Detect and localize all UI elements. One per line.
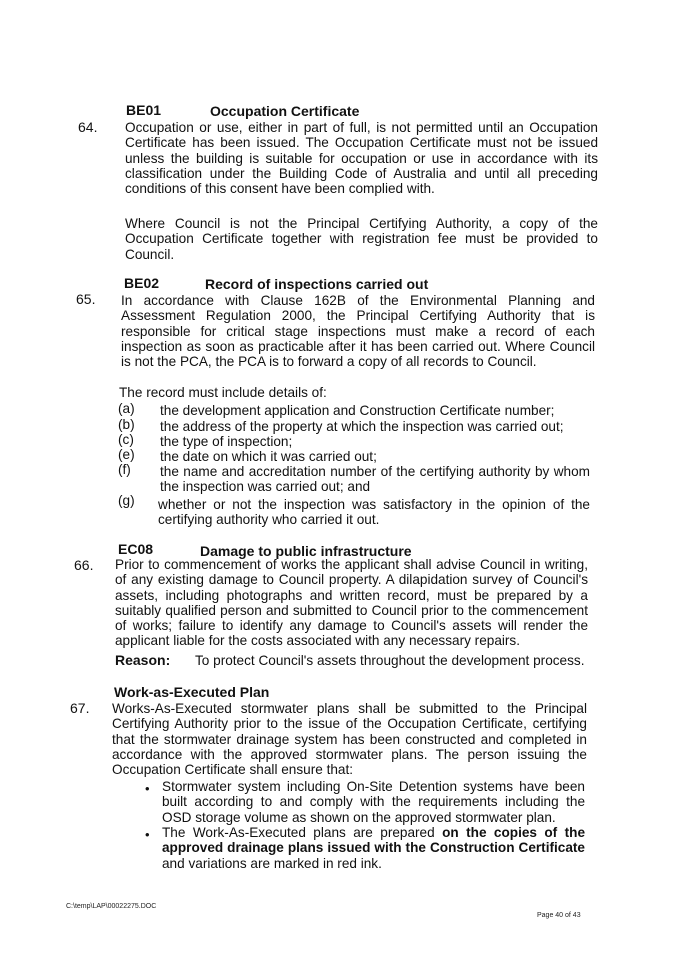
item-b-label: (b) <box>118 417 135 432</box>
item-g-label: (g) <box>118 493 135 508</box>
bullet-2-bold: on the copies of the approved drainage plans issued with the Construction Certificate <box>162 825 586 856</box>
bullet-1-text: Stormwater system including On-Site Detention systems have been built according to and comply with the requirements including the OSD storage volume as shown on the approved stormwater plan. <box>162 779 585 825</box>
item-a-text: the development application and Construction Certificate number; <box>160 403 555 418</box>
section-65-paragraph-2: The record must include details of: <box>119 385 327 400</box>
section-66-title: Damage to public infrastructure <box>200 543 412 559</box>
section-67-number: 67. <box>70 700 90 716</box>
item-f-text: the name and accreditation number of the certifying authority by whom the inspection was carried out; and <box>160 464 590 495</box>
section-66-number: 66. <box>74 557 94 573</box>
item-e-label: (e) <box>118 447 135 462</box>
item-c-label: (c) <box>118 432 134 447</box>
section-65-title: Record of inspections carried out <box>205 276 429 292</box>
section-64-title: Occupation Certificate <box>210 103 360 119</box>
footer-page-number: Page 40 of 43 <box>537 912 581 919</box>
item-f-label: (f) <box>118 462 131 477</box>
reason-text: To protect Council's assets throughout the development process. <box>195 653 585 668</box>
item-b-text: the address of the property at which the inspection was carried out; <box>160 419 564 434</box>
section-66-code: EC08 <box>118 541 154 557</box>
section-64-code: BE01 <box>126 102 162 118</box>
section-64-paragraph-2: Where Council is not the Principal Certifying Authority, a copy of the Occupation Certificate together with registration fee must be provided to Council. <box>125 216 598 262</box>
section-65-code: BE02 <box>124 275 160 291</box>
section-64-number: 64. <box>78 119 98 135</box>
section-67-paragraph-1: Works-As-Executed stormwater plans shall be submitted to the Principal Certifying Authority prior to the issue of the Occupation Certificate, certifying that the stormwater drainage system has been constructed and completed in accordance with the approved stormwater plans. The person issuing the Occupation Certificate shall ensure that: <box>112 701 587 778</box>
item-a-label: (a) <box>118 401 135 416</box>
item-e-text: the date on which it was carried out; <box>160 449 377 464</box>
section-65-paragraph-1: In accordance with Clause 162B of the Environmental Planning and Assessment Regulation 2000, the Principal Certifying Authority that is responsible for critical stage inspections must make a record of each inspection as soon as practicable after it has been carried out. Where Council is not the PCA, the PCA is to forward a copy of all records to Council. <box>121 293 595 370</box>
section-64-paragraph-1: Occupation or use, either in part of full, is not permitted until an Occupation Certificate has been issued. The Occupation Certificate must not be issued unless the building is suitable for occupation or use in accordance with its classification under the Building Code of Australia and until all preceding conditions of this consent have been complied with. <box>125 120 598 197</box>
bullet-2-text <box>162 825 585 871</box>
footer-file-path: C:\temp\LAP\00022275.DOC <box>66 903 157 910</box>
section-66-paragraph-1: Prior to commencement of works the applicant shall advise Council in writing, of any existing damage to Council property. A dilapidation survey of Council's assets, including photographs and written record, must be prepared by a suitably qualified person and submitted to Council prior to the commencement of works; failure to identify any damage to Council's assets will render the applicant liable for the costs associated with any necessary repairs. <box>115 557 588 649</box>
bullet-2-marker: • <box>145 827 150 842</box>
section-67-title: Work-as-Executed Plan <box>114 684 270 700</box>
reason-label: Reason: <box>115 652 171 668</box>
item-c-text: the type of inspection; <box>160 434 293 449</box>
item-g-text: whether or not the inspection was satisfactory in the opinion of the certifying authority who carried it out. <box>158 497 590 528</box>
bullet-2-lead: The Work-As-Executed plans are prepared <box>162 825 443 840</box>
bullet-1-marker: • <box>145 781 150 796</box>
section-65-number: 65. <box>76 291 96 307</box>
bullet-2-tail: and variations are marked in red ink. <box>162 855 382 871</box>
